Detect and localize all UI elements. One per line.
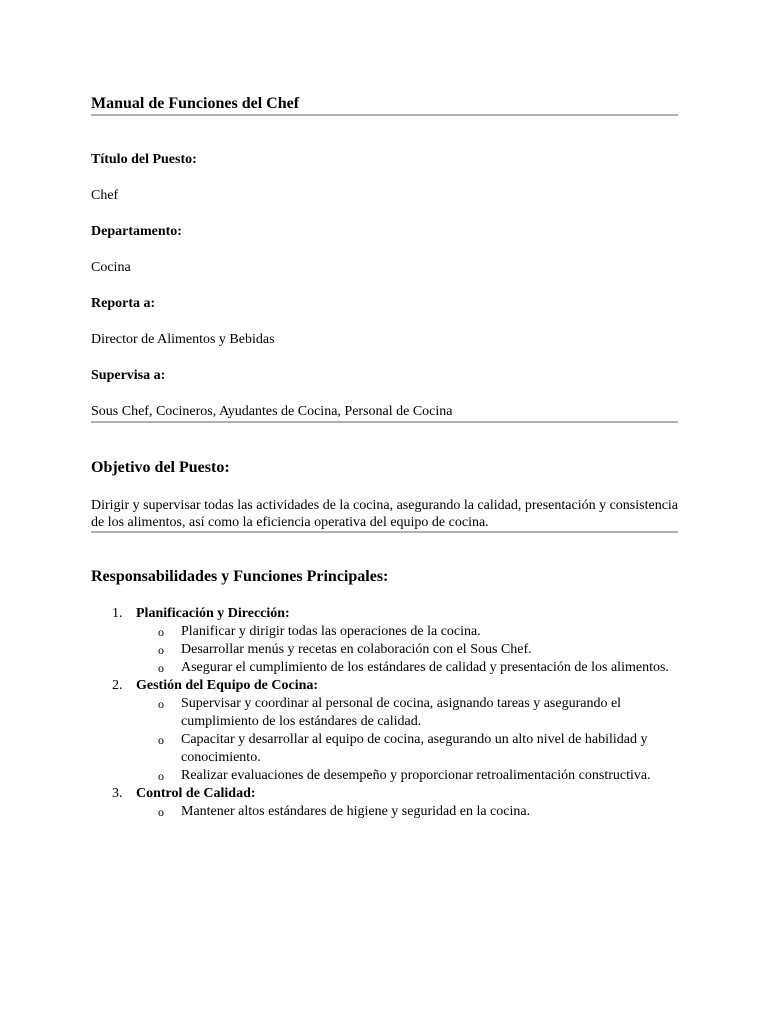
- section-number: 2.: [112, 678, 123, 693]
- field-value-department: Cocina: [91, 260, 131, 275]
- section-title: Gestión del Equipo de Cocina:: [136, 678, 319, 693]
- field-label-supervises: Supervisa a:: [91, 368, 166, 383]
- list-item-text: Realizar evaluaciones de desempeño y proporcionar retroalimentación constructiva.: [181, 768, 651, 783]
- list-item: [136, 659, 678, 677]
- section-items: [136, 803, 678, 821]
- list-item: [136, 767, 678, 785]
- bullet-icon: o: [158, 805, 164, 819]
- bullet-icon: o: [158, 643, 164, 657]
- bullet-icon: o: [158, 661, 164, 675]
- job-info: [91, 151, 678, 421]
- objective-heading: Objetivo del Puesto:: [91, 459, 230, 476]
- page-title: Manual de Funciones del Chef: [91, 95, 300, 112]
- section-number: 3.: [112, 786, 123, 801]
- divider: [91, 114, 678, 116]
- section-title: Control de Calidad:: [136, 786, 256, 801]
- bullet-icon: o: [158, 625, 164, 639]
- field-label-reports-to: Reporta a:: [91, 296, 156, 311]
- field-value-reports-to: Director de Alimentos y Bebidas: [91, 332, 275, 347]
- responsibility-section: [91, 677, 678, 785]
- list-item-text: Mantener altos estándares de higiene y seguridad en la cocina.: [181, 804, 531, 819]
- bullet-icon: o: [158, 697, 164, 711]
- list-item: [136, 641, 678, 659]
- list-item: [136, 623, 678, 641]
- responsibility-section: [91, 785, 678, 821]
- field-value-supervises: Sous Chef, Cocineros, Ayudantes de Cocina, Personal de Cocina: [91, 404, 453, 419]
- field-label-title: Título del Puesto:: [91, 152, 197, 167]
- section-number: 1.: [112, 606, 123, 621]
- list-item: [136, 731, 678, 767]
- divider: [91, 421, 678, 423]
- list-item-text: Desarrollar menús y recetas en colaboración con el Sous Chef.: [181, 642, 532, 657]
- section-items: [136, 623, 678, 677]
- list-item-text: Asegurar el cumplimiento de los estándares de calidad y presentación de los alimentos.: [181, 660, 669, 675]
- responsibilities-heading: Responsabilidades y Funciones Principales:: [91, 568, 389, 585]
- field-label-department: Departamento:: [91, 224, 182, 239]
- bullet-icon: o: [158, 769, 164, 783]
- section-items: [136, 695, 678, 785]
- objective-text: Dirigir y supervisar todas las actividades de la cocina, asegurando la calidad, presentación y consistencia de los alimentos, así como la eficiencia operativa del equipo de cocina.: [91, 498, 679, 530]
- list-item-text: Supervisar y coordinar al personal de cocina, asignando tareas y asegurando el cumplimiento de los estándares de calidad.: [181, 696, 622, 729]
- divider: [91, 531, 678, 533]
- list-item: [136, 803, 678, 821]
- responsibilities-list: [91, 605, 678, 821]
- responsibility-section: [91, 605, 678, 677]
- field-value-title: Chef: [91, 188, 119, 203]
- bullet-icon: o: [158, 733, 164, 747]
- list-item-text: Capacitar y desarrollar al equipo de cocina, asegurando un alto nivel de habilidad y conocimiento.: [181, 732, 648, 765]
- list-item: [136, 695, 678, 731]
- section-title: Planificación y Dirección:: [136, 606, 290, 621]
- list-item-text: Planificar y dirigir todas las operaciones de la cocina.: [181, 624, 481, 639]
